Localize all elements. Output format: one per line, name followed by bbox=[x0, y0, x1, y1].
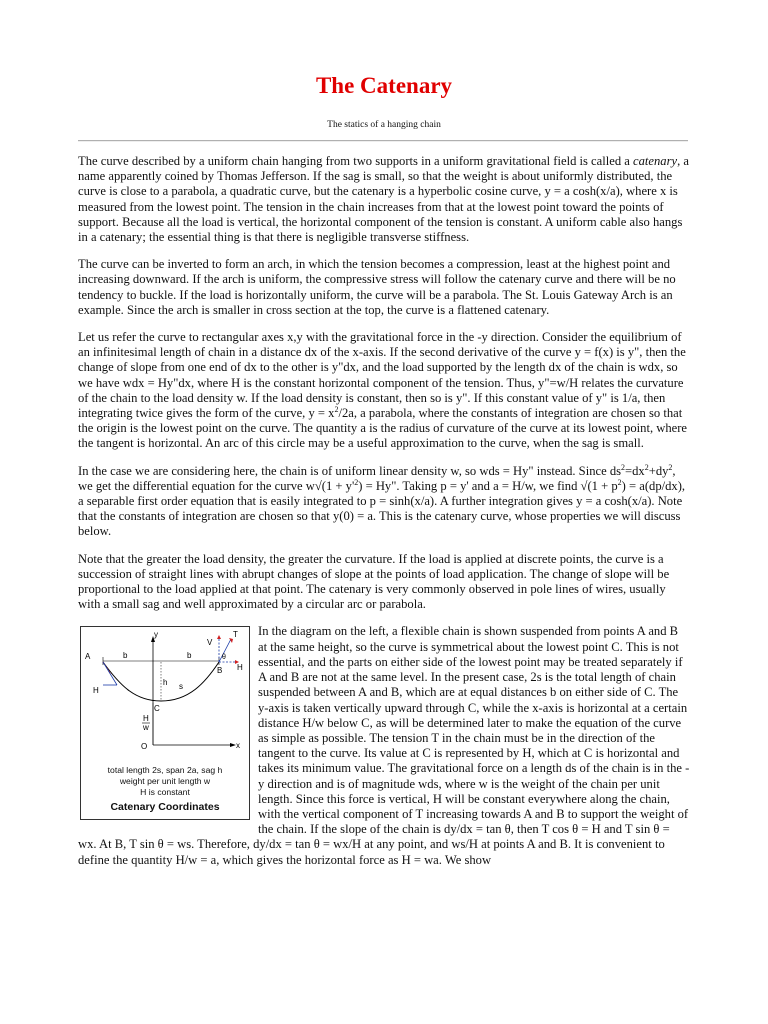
label-x: x bbox=[236, 741, 240, 751]
paragraph-3: Let us refer the curve to rectangular axes x,y with the gravitational force in the -y direction. Consider the equilibrium of an infinitesimal length of chain in a distance dx of the x-axis. If the second derivative of the curve y = f(x) is y", then the change of slope from one end of dx to the other is y"dx, and the load supported by the length dx of the chain is wdx, so we have wdx = Hy"dx, where H is the constant horizontal component of the tension. Thus, y"=w/H relates the curvature of the chain to the load density w. If the load density is constant, then so is y". If this constant value of y" is 1/a, then integrating twice gives the form of the curve, $y = x^2/2a$, a parabola, where the constants of integration are chosen so that the origin is the lowest point on the curve. The quantity a is the radius of curvature of the curve at its lowest point, where the tangent is horizontal. An arc of this circle may be a useful approximation to the curve, when the sag is small. bbox=[78, 330, 688, 451]
paragraph-2: The curve can be inverted to form an arch, in which the tension becomes a compression, least at the highest point and increasing downward. If the arch is uniform, the compressive stress will follow the catenary curve and there will be no tendency to buckle. If the load is horizontally uniform, the curve will be a parabola. The St. Louis Gateway Arch is an example. Since the arch is smaller in cross section at the top, the curve is a flattened catenary. bbox=[78, 257, 676, 317]
paragraph-6: In the diagram on the left, a flexible chain is shown suspended from points A and B at the same height, so the curve is symmetrical about the lowest point C. This is not essential, and the parts on either side of the lowest point may be treated separately if A and B are not at the same level. In the present case, 2s is the total length of chain suspended between A and B, which are at equal distances b on either side of C. The y-axis is taken vertically upward through C, while the x-axis is horizontal at a certain distance H/w below C, as will be determined later to make the equation of the curve as simple as possible. The tension T in the chain must be in the direction of the tangent to the curve. Its value at C is represented by H, which at C is horizontal and takes its minimum value. The gravitational force on a length ds of the chain is in the -y direction and is of magnitude wds, where w is the weight of the chain per unit length. Since this force is vertical, H will be constant everywhere along the chain, with the vertical component of T increasing towards A and B to support the weight of the chain. If the slope of the chain is dy/dx = tan θ, then T cos θ = H and T sin θ = wx. At B, T sin θ = ws. Therefore, dy/dx = tan θ = wx/H at any point, and ws/H at points A and B. It is convenient to define the quantity H/w = a, which gives the horizontal force as H = wa. We show bbox=[78, 624, 690, 867]
article-body bbox=[78, 154, 690, 880]
figure-caption: total length 2s, span 2a, sag h weight per unit length w H is constant bbox=[107, 765, 223, 798]
label-theta: θ bbox=[222, 654, 226, 662]
label-H-right: H bbox=[237, 663, 243, 673]
label-O: O bbox=[141, 742, 148, 752]
page-subtitle: The statics of a hanging chain bbox=[327, 120, 441, 130]
label-C: C bbox=[154, 704, 160, 714]
label-B: B bbox=[217, 666, 223, 676]
label-T: T bbox=[233, 630, 238, 640]
label-A: A bbox=[85, 652, 91, 662]
label-Hw-numerator: H bbox=[143, 714, 149, 724]
paragraph-5: Note that the greater the load density, the greater the curvature. If the load is applied at discrete points, the curve is a succession of straight lines with abrupt changes of slope at the points of load application. The change of slope will be proportional to the load applied at that point. The catenary is very commonly observed in pole lines of wires, usually with a small sag and well approximated by a circular arc or parabola. bbox=[78, 551, 670, 612]
page-title: The Catenary bbox=[315, 73, 453, 98]
figure-title: Catenary Coordinates bbox=[110, 801, 220, 814]
label-V: V bbox=[207, 638, 213, 648]
paragraph-1: The curve described by a uniform chain hanging from two supports in a uniform gravitational field is called a catenary, a name apparently coined by Thomas Jefferson. If the sag is small, so that the weight is about uniformly distributed, the curve is close to a parabola, a quadratic curve, but the catenary is a hyperbolic cosine curve, y = a cosh(x/a), where x is measured from the lowest point. The tension in the chain increases from that at the lowest point toward the points of support. Because all the load is vertical, the horizontal component of the tension is constant. A uniform cable also hangs in a catenary; the essential thing is that there is negligible transverse stiffness. bbox=[78, 154, 689, 245]
label-b-left: b bbox=[123, 651, 128, 661]
label-s: s bbox=[179, 682, 183, 692]
label-b-right: b bbox=[187, 651, 192, 661]
catenary-diagram bbox=[80, 626, 250, 820]
label-y: y bbox=[154, 630, 158, 640]
label-Hw-denominator: w bbox=[143, 723, 149, 733]
label-h: h bbox=[163, 678, 168, 688]
label-H-left: H bbox=[93, 686, 99, 696]
paragraph-4: In the case we are considering here, the chain is of uniform linear density w, so wds = Hy" instead. Since $ds^2=dx^2+dy^2$, we get the differential equation for the curve $w√(1 + y'^2) = Hy$". Taking p = y' and a = H/w, we find $√(1 + p^2) = a(dp/dx)$, a separable first order equation that is easily integrated to p = sinh(x/a). A further integration gives y = a cosh(x/a). Note that the constants of integration are chosen so that y(0) = a. This is the catenary curve, whose properties we will discuss below. bbox=[78, 462, 686, 539]
horizontal-rule bbox=[78, 140, 688, 142]
